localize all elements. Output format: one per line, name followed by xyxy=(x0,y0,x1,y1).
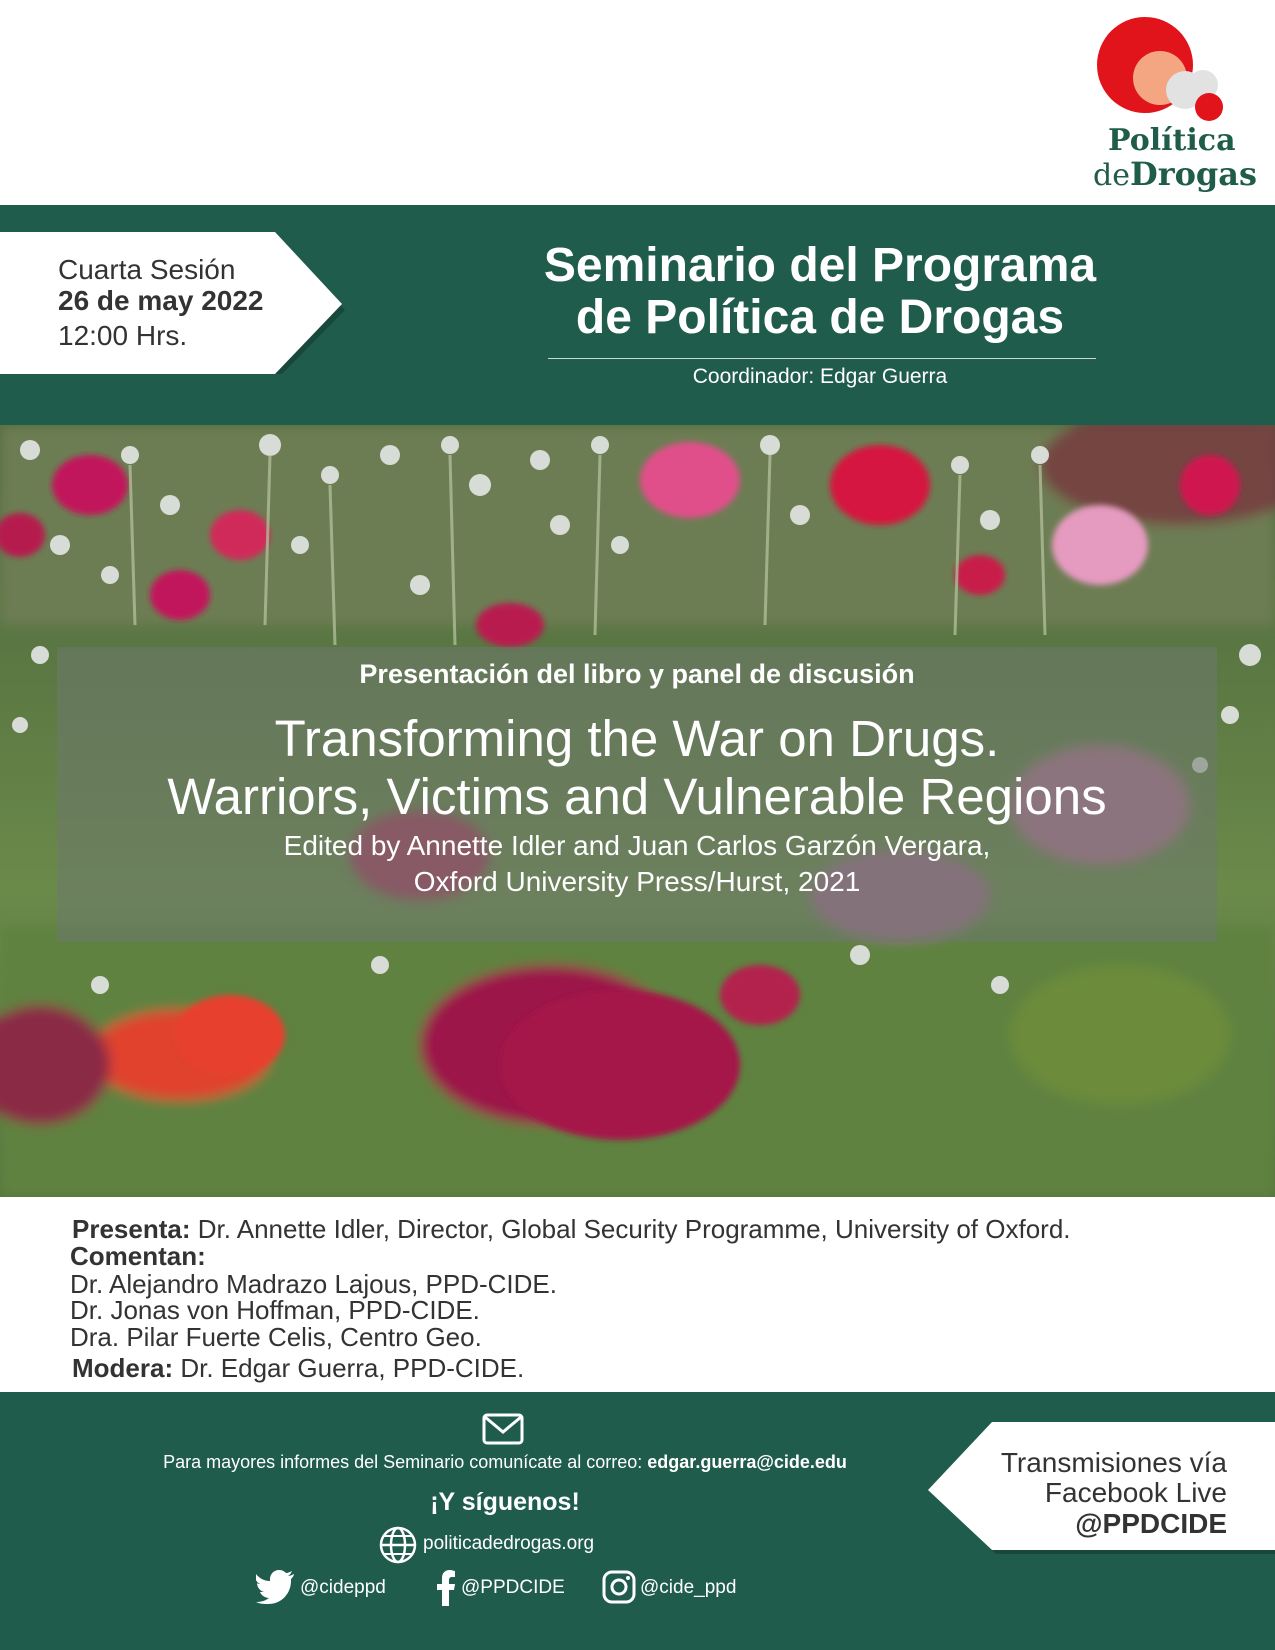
moderator xyxy=(72,1355,524,1381)
logo-text-drogas: Drogas xyxy=(1129,155,1258,193)
stream-line-2: Facebook Live xyxy=(1044,1477,1227,1508)
logo-text-line2 xyxy=(1093,155,1257,193)
presenter-name: Dr. Annette Idler, Director, Global Security Programme, University of Oxford. xyxy=(190,1214,1071,1244)
commentator-1: Dr. Alejandro Madrazo Lajous, PPD-CIDE. xyxy=(70,1269,557,1299)
moderator-name: Dr. Edgar Guerra, PPD-CIDE. xyxy=(173,1353,525,1383)
session-date: 26 de may 2022 xyxy=(58,285,264,316)
logo-text-line1: Política xyxy=(1108,123,1236,158)
stream-handle[interactable]: @PPDCIDE xyxy=(1075,1508,1227,1539)
event-subtitle: Presentación del libro y panel de discusión xyxy=(359,659,915,689)
seminar-title-line2: de Política de Drogas xyxy=(575,291,1065,344)
stream-line-1: Transmisiones vía xyxy=(1000,1447,1227,1478)
contact-email[interactable]: edgar.guerra@cide.edu xyxy=(647,1452,847,1472)
commentator-3: Dra. Pilar Fuerte Celis, Centro Geo. xyxy=(70,1322,482,1352)
instagram-icon[interactable] xyxy=(602,1570,636,1604)
website-link[interactable]: politicadedrogas.org xyxy=(423,1533,595,1554)
mail-icon xyxy=(482,1413,524,1445)
book-title-line1: Transforming the War on Drugs. xyxy=(274,710,1000,767)
book-title xyxy=(57,710,1217,826)
facebook-icon[interactable] xyxy=(436,1570,456,1606)
twitter-icon[interactable] xyxy=(256,1570,296,1604)
seminar-title-line1: Seminario del Programa xyxy=(543,239,1097,292)
follow-us: ¡Y síguenos! xyxy=(430,1488,580,1516)
facebook-handle[interactable]: @PPDCIDE xyxy=(461,1577,565,1598)
logo-text-de: de xyxy=(1093,158,1130,193)
contact-text: Para mayores informes del Seminario comunícate al correo: xyxy=(163,1452,648,1472)
moderator-label: Modera: xyxy=(72,1353,174,1383)
book-credit-line2: Oxford University Press/Hurst, 2021 xyxy=(413,866,861,897)
title-divider xyxy=(548,358,1096,359)
presenter xyxy=(72,1216,1071,1242)
book-credit-line1: Edited by Annette Idler and Juan Carlos Garzón Vergara, xyxy=(283,830,991,861)
presenter-label: Presenta: xyxy=(72,1214,191,1244)
session-label: Cuarta Sesión xyxy=(58,254,236,285)
coordinator: Coordinador: Edgar Guerra xyxy=(692,365,948,388)
book-title-line2: Warriors, Victims and Vulnerable Regions xyxy=(167,768,1107,825)
seminar-title xyxy=(480,240,1160,344)
commentator-2: Dr. Jonas von Hoffman, PPD-CIDE. xyxy=(70,1295,480,1325)
contact-info xyxy=(100,1452,910,1473)
session-time: 12:00 Hrs. xyxy=(58,320,188,351)
logo xyxy=(1085,15,1258,195)
book-credit xyxy=(57,828,1217,900)
globe-icon xyxy=(378,1525,418,1565)
twitter-handle[interactable]: @cideppd xyxy=(300,1577,386,1598)
instagram-handle[interactable]: @cide_ppd xyxy=(640,1577,737,1598)
logo-circles-icon xyxy=(1085,15,1255,125)
commentators-label: Comentan: xyxy=(70,1241,206,1271)
